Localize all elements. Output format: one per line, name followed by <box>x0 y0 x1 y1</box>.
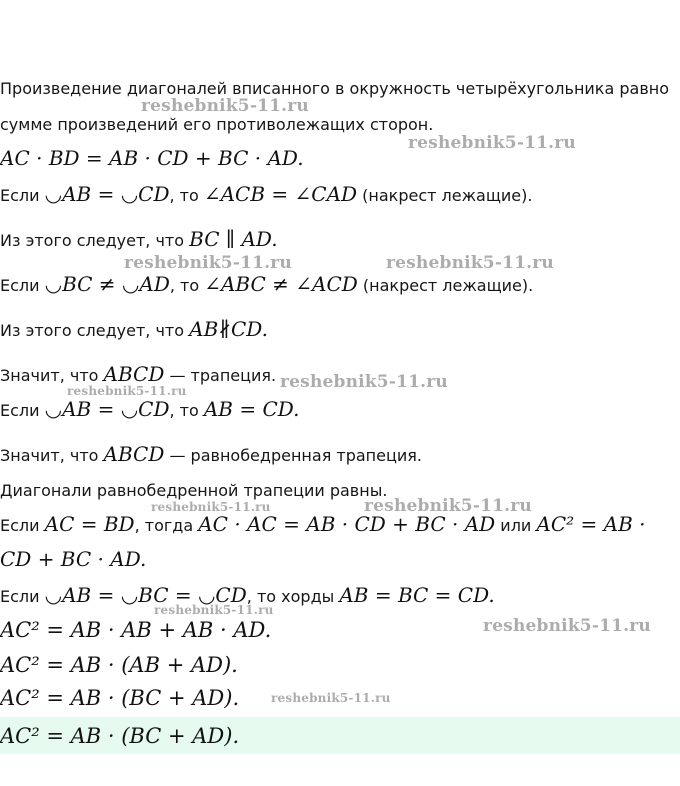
watermark: reshebnik5-11.ru <box>141 96 309 116</box>
answer-equation <box>0 724 239 750</box>
step-parallel <box>0 227 278 253</box>
text: Диагонали равнобедренной трапеции равны. <box>0 481 388 500</box>
equation-1 <box>0 618 271 644</box>
step-substitution <box>0 512 646 538</box>
text: Значит, что <box>0 366 104 385</box>
text: Если <box>0 516 45 535</box>
text: Если <box>0 186 45 205</box>
text: Произведение диагоналей вписанного в окружность четырёхугольника равно <box>0 79 669 98</box>
text: , то <box>169 401 204 420</box>
text: — равнобедренная трапеция. <box>164 446 422 465</box>
formula: ◡BC ≠ ◡AD <box>44 272 170 296</box>
formula: AB∦CD. <box>189 317 268 341</box>
step-arcs-equal <box>0 182 532 208</box>
theorem-line-1 <box>0 77 669 101</box>
formula: AC · BD = AB · CD + BC · AD. <box>0 146 304 170</box>
watermark: reshebnik5-11.ru <box>483 616 651 636</box>
watermark: reshebnik5-11.ru <box>386 253 554 273</box>
watermark: reshebnik5-11.ru <box>151 500 271 514</box>
formula: AC² = AB · <box>536 512 646 536</box>
formula: AC² = AB · (BC + AD). <box>0 724 240 748</box>
text: , тогда <box>134 516 199 535</box>
step-not-parallel <box>0 317 268 343</box>
watermark: reshebnik5-11.ru <box>408 133 576 153</box>
watermark: reshebnik5-11.ru <box>364 496 532 516</box>
watermark: reshebnik5-11.ru <box>271 691 391 705</box>
text: , то хорды <box>246 587 340 606</box>
step-equal-sides <box>0 397 299 423</box>
text: Значит, что <box>0 446 104 465</box>
formula: AC² = AB · AB + AB · AD. <box>0 618 272 642</box>
text: — трапеция. <box>164 366 277 385</box>
formula: AB = BC = CD. <box>339 583 495 607</box>
formula: ◡AB = ◡BC = ◡CD <box>44 583 247 607</box>
text: (накрест лежащие). <box>357 276 534 295</box>
text: Из этого следует, что <box>0 321 190 340</box>
text: Из этого следует, что <box>0 231 190 250</box>
step-isosceles <box>0 442 422 468</box>
formula: AC² = AB · (AB + AD). <box>0 653 238 677</box>
formula: ◡AB = ◡CD <box>44 182 170 206</box>
formula: ABCD <box>103 442 165 466</box>
ptolemy-formula <box>0 146 304 172</box>
text: Если <box>0 276 45 295</box>
watermark: reshebnik5-11.ru <box>124 253 292 273</box>
formula: AB = CD. <box>203 397 300 421</box>
formula: AC = BD <box>44 512 135 536</box>
formula: CD + BC · AD. <box>0 547 147 571</box>
watermark: reshebnik5-11.ru <box>67 384 187 398</box>
equation-2 <box>0 653 238 679</box>
formula: ◡AB = ◡CD <box>44 397 170 421</box>
text: или <box>495 516 537 535</box>
formula: BC ∥ AD. <box>189 227 278 251</box>
watermark: reshebnik5-11.ru <box>280 372 448 392</box>
formula: AC² = AB · (BC + AD). <box>0 686 240 710</box>
step-arcs-not-equal <box>0 272 533 298</box>
formula: ABCD <box>103 362 165 386</box>
equation-3 <box>0 686 239 712</box>
text: , то <box>169 276 205 295</box>
formula: ∠ABC ≠ ∠ACD <box>204 272 358 296</box>
formula: AC · AC = AB · CD + BC · AD <box>198 512 496 536</box>
text: , то <box>169 186 204 205</box>
formula: ∠ACB = ∠CAD <box>203 182 358 206</box>
watermark: reshebnik5-11.ru <box>154 603 274 617</box>
text: (накрест лежащие). <box>357 186 533 205</box>
theorem-line-2 <box>0 113 433 137</box>
text: Если <box>0 401 45 420</box>
text: сумме произведений его противолежащих сторон. <box>0 115 434 134</box>
text: Если <box>0 587 45 606</box>
step-substitution-cont <box>0 547 146 573</box>
